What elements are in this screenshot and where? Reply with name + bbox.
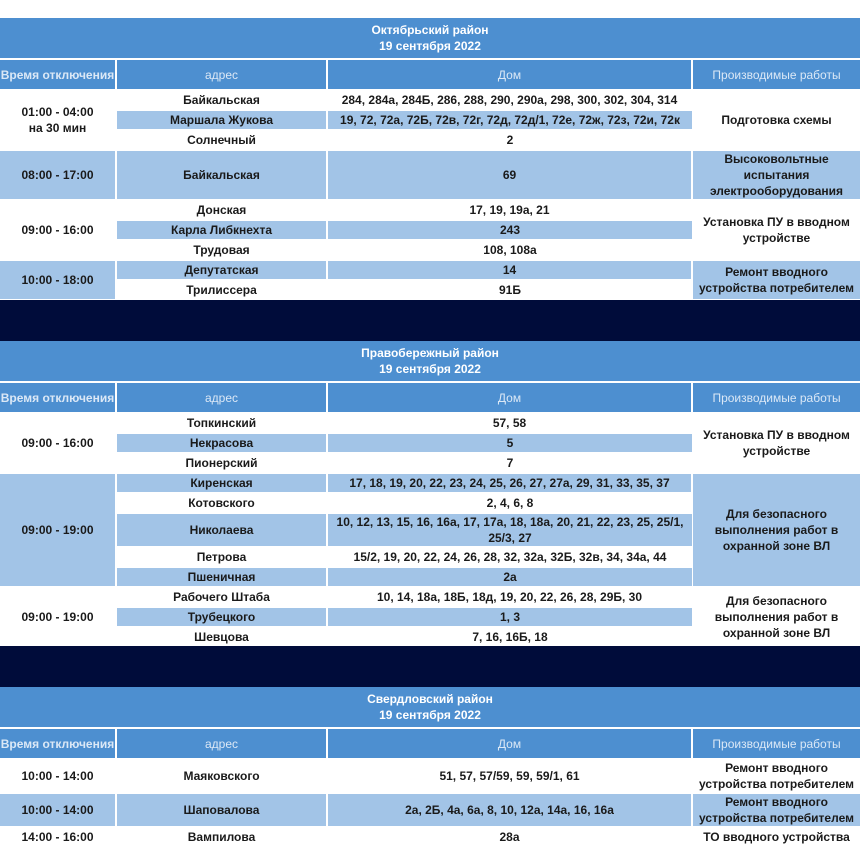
works-description: Ремонт вводного устройства потребителем [692,260,860,300]
street-name: Топкинский [116,413,327,433]
house-numbers: 7, 16, 16Б, 18 [327,627,692,647]
house-numbers: 17, 18, 19, 20, 22, 23, 24, 25, 26, 27, 27а, 29, 31, 33, 35, 37 [327,473,692,493]
house-numbers: 108, 108а [327,240,692,260]
street-name: Николаева [116,513,327,547]
street-name: Маршала Жукова [116,110,327,130]
street-name: Трубецкого [116,607,327,627]
outage-time: 01:00 - 04:00 на 30 мин [0,90,116,150]
district-table [0,341,860,648]
house-numbers: 91Б [327,280,692,300]
works-description: Подготовка схемы [692,90,860,150]
house-numbers: 17, 19, 19а, 21 [327,200,692,220]
street-name: Пшеничная [116,567,327,587]
house-numbers: 69 [327,150,692,200]
works-description: Ремонт вводного устройства потребителем [692,793,860,827]
house-numbers: 7 [327,453,692,473]
outage-time: 08:00 - 17:00 [0,150,116,200]
street-name: Шаповалова [116,793,327,827]
header-works: Производимые работы [692,59,860,90]
header-time: Время отключения [0,728,116,759]
schedule-date: 19 сентября 2022 [379,39,481,53]
street-name: Рабочего Штаба [116,587,327,607]
street-name: Некрасова [116,433,327,453]
house-numbers: 28а [327,827,692,847]
header-house: Дом [327,728,692,759]
table-row [0,473,860,493]
street-name: Трудовая [116,240,327,260]
table-row [0,150,860,200]
header-time: Время отключения [0,382,116,413]
house-numbers: 10, 14, 18а, 18Б, 18д, 19, 20, 22, 26, 28, 29Б, 30 [327,587,692,607]
works-description: Ремонт вводного устройства потребителем [692,759,860,793]
outage-time: 09:00 - 19:00 [0,473,116,587]
table-row [0,759,860,793]
house-numbers: 15/2, 19, 20, 22, 24, 26, 28, 32, 32а, 32Б, 32в, 34, 34а, 44 [327,547,692,567]
header-works: Производимые работы [692,728,860,759]
street-name: Солнечный [116,130,327,150]
works-description: Высоковольтные испытания электрооборудования [692,150,860,200]
district-table [0,687,860,848]
street-name: Байкальская [116,90,327,110]
works-description: ТО вводного устройства [692,827,860,847]
district-name: Правобережный район [361,346,499,360]
header-works: Производимые работы [692,382,860,413]
district-name: Свердловский район [367,692,493,706]
street-name: Шевцова [116,627,327,647]
works-description: Установка ПУ в вводном устройстве [692,413,860,473]
section-divider [0,646,860,687]
house-numbers: 14 [327,260,692,280]
outage-time: 09:00 - 16:00 [0,413,116,473]
house-numbers: 19, 72, 72а, 72Б, 72в, 72г, 72д, 72д/1, 72е, 72ж, 72з, 72и, 72к [327,110,692,130]
outage-time: 10:00 - 18:00 [0,260,116,300]
outage-time: 09:00 - 19:00 [0,587,116,647]
outage-time: 09:00 - 16:00 [0,200,116,260]
header-address: адрес [116,728,327,759]
district-title [0,18,860,59]
schedule-date: 19 сентября 2022 [379,362,481,376]
table-row [0,827,860,847]
house-numbers: 2, 4, 6, 8 [327,493,692,513]
house-numbers: 2 [327,130,692,150]
header-house: Дом [327,59,692,90]
street-name: Карла Либкнехта [116,220,327,240]
works-description: Установка ПУ в вводном устройстве [692,200,860,260]
street-name: Петрова [116,547,327,567]
works-description: Для безопасного выполнения работ в охранной зоне ВЛ [692,587,860,647]
street-name: Киренская [116,473,327,493]
table-row [0,90,860,110]
house-numbers: 10, 12, 13, 15, 16, 16а, 17, 17а, 18, 18а, 20, 21, 22, 23, 25, 25/1, 25/3, 27 [327,513,692,547]
house-numbers: 57, 58 [327,413,692,433]
street-name: Байкальская [116,150,327,200]
house-numbers: 51, 57, 57/59, 59, 59/1, 61 [327,759,692,793]
street-name: Вампилова [116,827,327,847]
house-numbers: 2а [327,567,692,587]
outage-time: 10:00 - 14:00 [0,759,116,793]
house-numbers: 243 [327,220,692,240]
street-name: Трилиссера [116,280,327,300]
outage-time: 10:00 - 14:00 [0,793,116,827]
district-title [0,687,860,728]
table-row [0,587,860,607]
house-numbers: 284, 284а, 284Б, 286, 288, 290, 290а, 298, 300, 302, 304, 314 [327,90,692,110]
street-name: Депутатская [116,260,327,280]
table-row [0,413,860,433]
header-time: Время отключения [0,59,116,90]
table-row [0,200,860,220]
house-numbers: 5 [327,433,692,453]
works-description: Для безопасного выполнения работ в охранной зоне ВЛ [692,473,860,587]
header-house: Дом [327,382,692,413]
table-row [0,260,860,280]
header-address: адрес [116,59,327,90]
street-name: Котовского [116,493,327,513]
district-table [0,18,860,301]
district-name: Октябрьский район [371,23,489,37]
schedule-date: 19 сентября 2022 [379,708,481,722]
house-numbers: 2а, 2Б, 4а, 6а, 8, 10, 12а, 14а, 16, 16а [327,793,692,827]
header-address: адрес [116,382,327,413]
house-numbers: 1, 3 [327,607,692,627]
street-name: Пионерский [116,453,327,473]
section-divider [0,300,860,341]
outage-time: 14:00 - 16:00 [0,827,116,847]
table-row [0,793,860,827]
street-name: Донская [116,200,327,220]
street-name: Маяковского [116,759,327,793]
district-title [0,341,860,382]
